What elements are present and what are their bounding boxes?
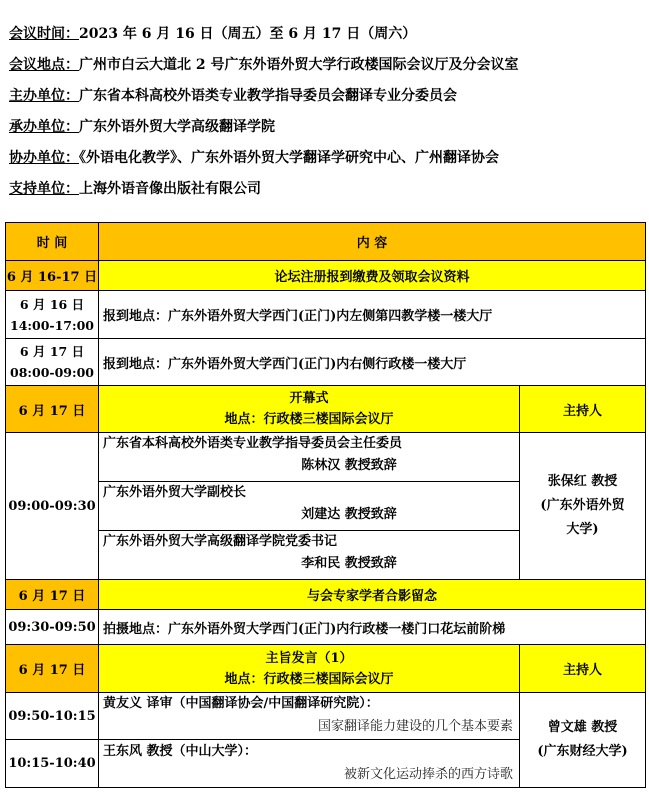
row-text: 报到地点：广东外语外贸大学西门(正门)内左侧第四教学楼一楼大厅 (99, 291, 646, 339)
row-text: 拍摄地点：广东外语外贸大学西门(正门)内行政楼一楼门口花坛前阶梯 (99, 610, 646, 645)
host-name: 张保红 教授 (547, 474, 618, 489)
time-cell: 09:00-09:30 (6, 433, 99, 580)
time-cell: 09:30-09:50 (6, 610, 99, 645)
talk-topic: 被新文化运动捧杀的西方诗歌 (343, 766, 513, 782)
info-value: 广东外语外贸大学高级翻译学院 (79, 119, 275, 135)
speech-item (99, 481, 519, 530)
section-title: 与会专家学者合影留念 (99, 580, 646, 610)
table-row (6, 693, 646, 740)
info-row-host (9, 84, 639, 115)
info-row-co-organizer (9, 146, 639, 177)
time-range: 08:00-09:00 (10, 365, 94, 380)
info-value: 广东省本科高校外语类专业教学指导委员会翻译专业分委员会 (79, 88, 457, 104)
meeting-info (9, 22, 639, 208)
info-label: 会议地点： (9, 57, 79, 73)
date-cell: 6 月 16-17 日 (6, 261, 99, 291)
speech-item (99, 530, 519, 579)
section-title: 主旨发言（1） (265, 650, 353, 666)
schedule-table (5, 222, 646, 788)
info-label: 会议时间： (9, 26, 79, 42)
row-text: 报到地点：广东外语外贸大学西门(正门)内右侧行政楼一楼大厅 (99, 339, 646, 386)
section-place: 地点：行政楼三楼国际会议厅 (224, 412, 394, 427)
section-place: 地点：行政楼三楼国际会议厅 (224, 671, 394, 687)
section-title: 开幕式 (289, 391, 329, 406)
table-row (6, 291, 646, 339)
time-cell: 10:15-10:40 (6, 740, 99, 788)
speech-list (99, 433, 520, 580)
info-value: 《外语电化教学》、广东外语外贸大学翻译学研究中心、广州翻译协会 (79, 150, 499, 166)
date-cell: 6 月 17 日 (6, 645, 99, 693)
table-row (6, 433, 646, 580)
opening-cell (99, 386, 520, 433)
time-date: 6 月 17 日 (19, 344, 85, 359)
speech-org: 广东外语外贸大学高级翻译学院党委书记 (103, 534, 338, 549)
host-org: (广东外语外贸 (540, 498, 625, 513)
host-org-cont: 大学) (566, 522, 599, 537)
info-label: 协办单位： (9, 150, 79, 166)
info-value: 广州市白云大道北 2 号广东外语外贸大学行政楼国际会议厅及分会议室 (79, 57, 519, 73)
table-row (6, 645, 646, 693)
talk-topic: 国家翻译能力建设的几个基本要素 (317, 719, 513, 734)
time-cell (6, 291, 99, 339)
keynote-cell (99, 645, 520, 693)
time-cell: 09:50-10:15 (6, 693, 99, 740)
table-header-row (6, 223, 646, 261)
table-row (6, 261, 646, 291)
info-label: 承办单位： (9, 119, 79, 135)
header-time: 时 间 (6, 223, 99, 261)
info-row-place (9, 53, 639, 84)
host-cell (520, 433, 646, 580)
talk-cell (99, 693, 520, 740)
info-value: 2023 年 6 月 16 日（周五）至 6 月 17 日（周六） (79, 26, 417, 42)
header-content: 内 容 (99, 223, 646, 261)
host-label: 主持人 (520, 386, 646, 433)
host-cell (520, 693, 646, 788)
table-row (6, 386, 646, 433)
info-row-supporter (9, 177, 639, 208)
date-cell: 6 月 17 日 (6, 580, 99, 610)
talk-speaker: 黄友义 译审（中国翻译协会/中国翻译研究院）： (103, 696, 379, 711)
info-label: 支持单位： (9, 181, 79, 197)
talk-speaker: 王东风 教授（中山大学）： (103, 743, 258, 759)
section-title: 论坛注册报到缴费及领取会议资料 (99, 261, 646, 291)
host-org: (广东财经大学) (537, 744, 628, 759)
table-row (6, 610, 646, 645)
talk-cell (99, 740, 520, 788)
speech-name: 李和民 教授致辞 (301, 556, 397, 571)
speech-name: 刘建达 教授致辞 (301, 507, 397, 522)
table-row (6, 339, 646, 386)
host-label: 主持人 (520, 645, 646, 693)
table-row (6, 580, 646, 610)
time-cell (6, 339, 99, 386)
speech-org: 广东外语外贸大学副校长 (103, 485, 247, 500)
time-range: 14:00-17:00 (10, 317, 94, 333)
date-cell: 6 月 17 日 (6, 386, 99, 433)
speech-name: 陈林汉 教授致辞 (301, 458, 397, 473)
speech-org: 广东省本科高校外语类专业教学指导委员会主任委员 (103, 436, 403, 451)
time-date: 6 月 16 日 (19, 296, 85, 312)
info-label: 主办单位： (9, 88, 79, 104)
info-row-time (9, 22, 639, 53)
info-row-organizer (9, 115, 639, 146)
speech-item (99, 433, 519, 481)
info-value: 上海外语音像出版社有限公司 (79, 181, 261, 197)
host-name: 曾文雄 教授 (547, 720, 618, 735)
